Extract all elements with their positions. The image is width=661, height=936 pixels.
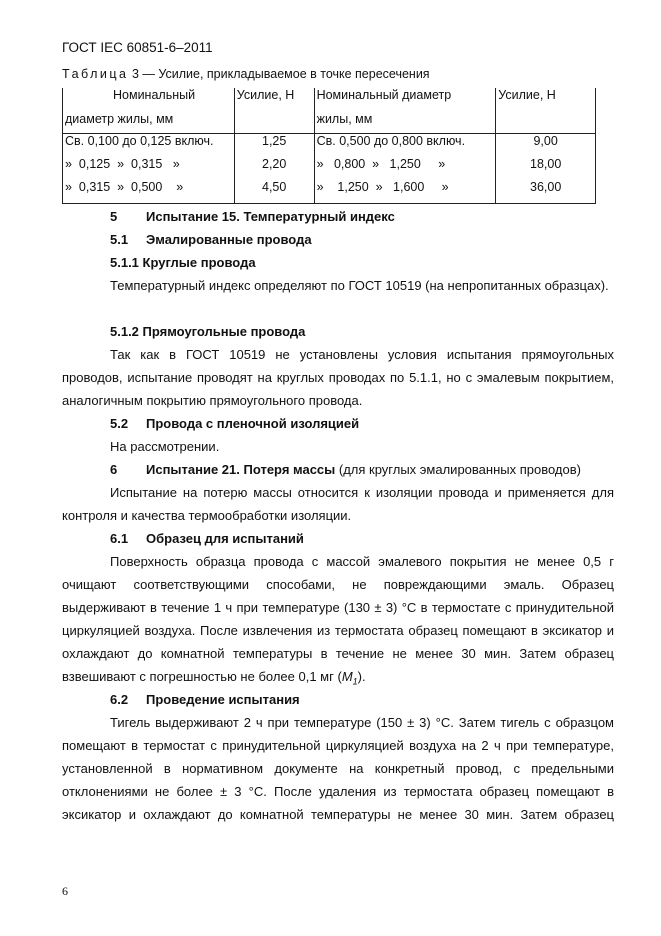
col1-head-a: Номинальный (63, 88, 235, 112)
section-number: 5.2 (110, 416, 129, 431)
diameter-cell: » 0,800 » 1,250 » (314, 157, 496, 180)
mass-subscript: 1 (352, 676, 358, 687)
paragraph-6-1-text: Поверхность образца провода с массой эмалевого покрытия не менее 0,5 г очищают соответствующими способами, не повреждающими эмаль. Образец выдерживают в течение 1 ч при температуре (130 ± 3) °C в термостате с принудительной циркуляцией воздуха. После извлечения из термостата образец помещают в эксикатор и охлаждают до комнатной температуры в течение не менее 30 мин. Затем образец взвешивают с погрешностью не более 0,1 мг ( (62, 554, 614, 684)
col4-head: Усилие, Н (496, 88, 596, 112)
diameter-cell: » 0,125 » 0,315 » (63, 157, 235, 180)
force-cell: 9,00 (496, 134, 596, 158)
section-title-note: (для круглых эмалированных проводов) (335, 462, 581, 477)
mass-symbol: M (341, 669, 353, 684)
section-title: Испытание 21. Потеря массы (146, 462, 336, 477)
paragraph-6-1-end: ). (357, 669, 366, 684)
diameter-cell: » 1,250 » 1,600 » (314, 180, 496, 204)
col2-head: Усилие, Н (234, 88, 314, 112)
table-row (63, 157, 596, 180)
section-title: Проведение испытания (146, 692, 300, 707)
section-6-1-heading (110, 527, 304, 550)
section-number: 6.1 (110, 531, 129, 546)
table-caption-prefix: Таблица (62, 67, 129, 81)
table-row (63, 134, 596, 158)
section-5-1-heading (110, 228, 312, 251)
section-5-1-2-heading: 5.1.2 Прямоугольные провода (110, 324, 306, 339)
paragraph-6-1 (62, 550, 614, 694)
paragraph-5-2: На рассмотрении. (110, 439, 220, 454)
force-cell: 2,20 (234, 157, 314, 180)
col3-head-b: жилы, мм (314, 112, 496, 134)
section-title: Образец для испытаний (146, 531, 304, 546)
paragraph-5-1-2: Так как в ГОСТ 10519 не установлены условия испытания прямоугольных проводов, испытание проводят на круглых проводах по 5.1.1, но с эмалевым покрытием, аналогичным покрытию прямоугольного провода. (62, 347, 614, 408)
section-5-2-heading (110, 412, 359, 435)
section-6-heading (110, 458, 581, 481)
table-caption-text: 3 — Усилие, прикладываемое в точке пересечения (132, 67, 430, 81)
document-header: ГОСТ IEC 60851-6–2011 (62, 40, 213, 55)
paragraph-6: Испытание на потерю массы относится к изоляции провода и применяется для контроля и качества термообработки изоляции. (62, 485, 614, 523)
diameter-cell: Св. 0,500 до 0,800 включ. (314, 134, 496, 158)
col1-head-b: диаметр жилы, мм (63, 112, 235, 134)
col2-head-empty (234, 112, 314, 134)
col3-head-a: Номинальный диаметр (314, 88, 496, 112)
section-number: 5 (110, 209, 118, 224)
force-cell: 36,00 (496, 180, 596, 204)
section-6-2-heading (110, 688, 300, 711)
diameter-cell: » 0,315 » 0,500 » (63, 180, 235, 204)
section-title: Эмалированные провода (146, 232, 312, 247)
force-cell: 4,50 (234, 180, 314, 204)
paragraph-6-2: Тигель выдерживают 2 ч при температуре (150 ± 3) °C. Затем тигель с образцом помещают в термостат с принудительной циркуляцией воздуха на 2 ч при температуре, установленной в нормативном документе на конкретный провод, с предельными отклонениями не более ± 3 °C. После удаления из термостата образец помещают в эксикатор и охлаждают до комнатной температуры не менее 30 мин. Затем образец (62, 715, 614, 822)
force-cell: 1,25 (234, 134, 314, 158)
section-5-1-1-heading: 5.1.1 Круглые провода (110, 255, 256, 270)
section-number: 5.1 (110, 232, 129, 247)
col4-head-empty (496, 112, 596, 134)
section-number: 6 (110, 462, 118, 477)
force-table (62, 88, 596, 204)
section-title: Провода с пленочной изоляцией (146, 416, 360, 431)
diameter-cell: Св. 0,100 до 0,125 включ. (63, 134, 235, 158)
table-caption (62, 67, 430, 81)
section-title: Испытание 15. Температурный индекс (146, 209, 395, 224)
paragraph-5-1-1: Температурный индекс определяют по ГОСТ 10519 (на непропитанных образцах). (110, 278, 609, 293)
section-number: 6.2 (110, 692, 129, 707)
force-cell: 18,00 (496, 157, 596, 180)
section-5-heading (110, 205, 395, 228)
table-row (63, 180, 596, 204)
page-number: 6 (62, 884, 68, 898)
